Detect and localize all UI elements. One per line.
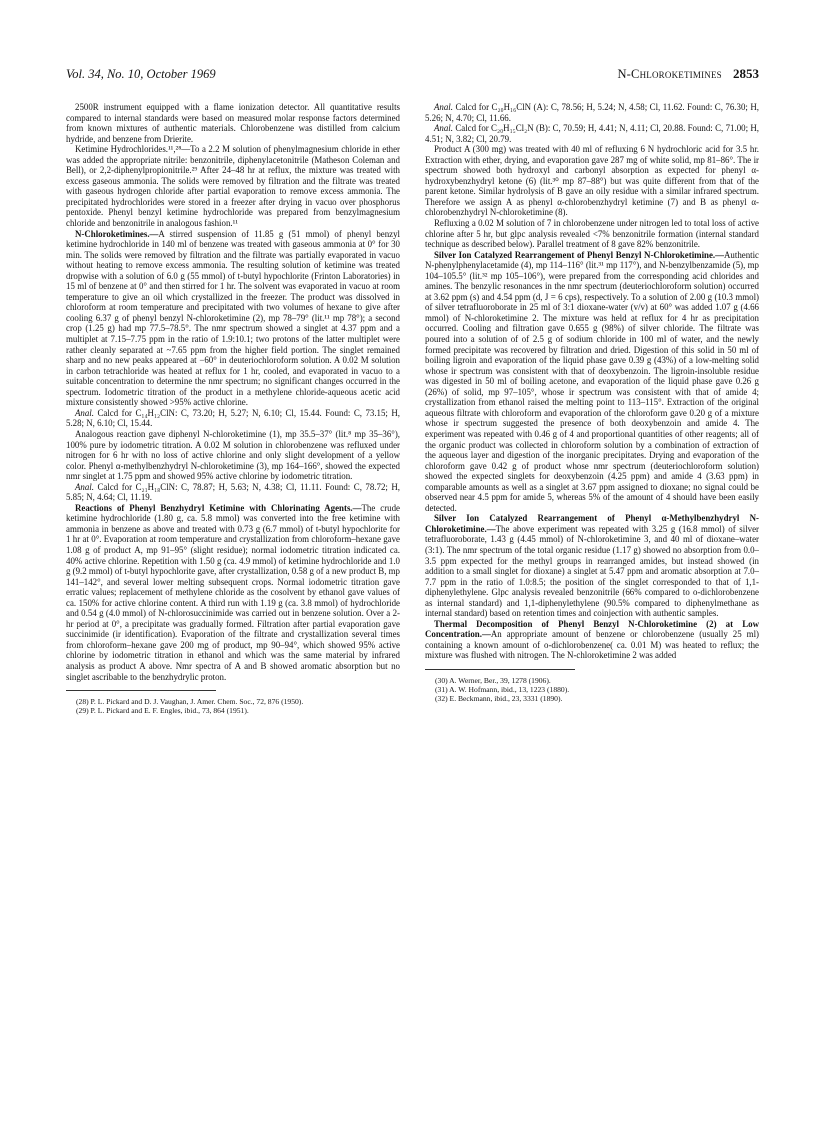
paragraph: Anal. Calcd for C₂₀H₁₅Cl₂N (B): C, 70.59; H, 4.41; N, 4.11; Cl, 20.88. Found: C, 71.00; H, 4.51; N, 3.82; Cl, 20.79. [425,123,759,144]
footnote: (28) P. L. Pickard and D. J. Vaughan, J. Amer. Chem. Soc., 72, 876 (1950). [76,697,304,707]
footnote-rule [66,690,216,695]
section-heading: Silver Ion Catalyzed Rearrangement of Phenyl α-Methylbenzhydryl N-Chloroketimine.— [425,513,759,534]
paragraph: Analogous reaction gave diphenyl N-chloroketimine (1), mp 35.5–37° (lit.⁸ mp 35–36°), 100% pure by iodometric titration. A 0.02 M solution in chlorobenzene was refluxed under nitrogen for 6 hr with no loss of active chlorine and only slight development of a yellow color. Phenyl α-methylbenzhydryl N-chloroketimine (3), mp 164–166°, showed the expected nmr singlet at 1.75 ppm and showed 95% active chlorine by iodometric titration. [66,428,400,482]
footnote-rule [425,669,575,674]
analysis-label: Anal. [434,102,453,112]
running-title: N-Chloroketimines [617,67,722,81]
paragraph: Refluxing a 0.02 M solution of 7 in chlorobenzene under nitrogen led to total loss of active chlorine after 5 hr, but glpc analysis revealed <7% benzonitrile formation (internal standard technique as described below). Parallel treatment of 8 gave 82% benzonitrile. [425,218,759,250]
paragraph: Thermal Decomposition of Phenyl Benzyl N-Chloroketimine (2) at Low Concentration.—An appropriate amount of benzene or chlorobenzene (usually 25 ml) containing a known amount of o-dichlorobenzene( ca. 0.01 M) was heated to reflux; the mixture was flushed with nitrogen. The N-chloroketimine 2 was added [425,618,759,661]
footnote: (31) A. W. Hofmann, ibid., 13, 1223 (1880). [435,685,570,695]
paragraph: Reactions of Phenyl Benzhydryl Ketimine with Chlorinating Agents.—The crude ketimine hydrochloride (1.80 g, ca. 5.8 mmol) was converted into the free ketimine with ammonia in benzene as above and treated with 0.73 g (6.7 mmol) of t-butyl hypochlorite for 1 hr at 0°. Evaporation at room temperature and crystallization from chloroform–hexane gave 1.08 g of product A, mp 91–95° (slight residue); normal iodometric titration indicated ca. 40% active chlorine. Repetition with 1.50 g (ca. 4.9 mmol) of ketimine hydrochloride and 1.0 g (9.2 mmol) of t-butyl hypochlorite gave, after crystallization, 0.58 g of a new product B, mp 141–142°, and several lower melting subsequent crops. Normal iodometric titration gave erratic values; replacement of methylene chloride as the cosolvent by ethanol gave values of ca. 150% for active chlorine content. A third run with 1.19 g (ca. 3.8 mmol) of hydrochloride and 0.54 g (4.0 mmol) of N-chlorosuccinimide was carried out in benzene solution. Over a 2-hr period at 0°, a precipitate was gradually formed. Filtration after partial evaporation gave succinimide (ir identification). Evaporation of the filtrate and crystallization several times from chloroform–hexane gave 200 mg of product, mp 90–94°, which showed 95% active chlorine by iodometric titration in ethanol and which was the same material by infrared analysis as product A above. Nmr spectra of A and B showed aromatic absorption but no singlet ascribable to the benzhydrylic proton. [66,502,400,682]
paragraph: Anal. Calcd for C₂₀H₁₆ClN (A): C, 78.56; H, 5.24; N, 4.58; Cl, 11.62. Found: C, 76.30; H, 5.26; N, 4.70; Cl, 11.66. [425,102,759,123]
section-heading: Reactions of Phenyl Benzhydryl Ketimine with Chlorinating Agents.— [75,502,362,513]
paragraph: Product A (300 mg) was treated with 40 ml of refluxing 6 N hydrochloric acid for 3.5 hr. Extraction with ether, drying, and evaporation gave 287 mg of white solid, mp 81–86°. The ir spectrum showed both hydroxyl and carbonyl absorption as expected for phenyl α-hydroxybenzhydryl ketone (6) (lit.³⁰ mp 87–88°) but was quite different from that of the parent ketone. Similar hydrolysis of B gave an oily residue with a similar infrared spectrum. Therefore we assign A as phenyl α-chlorobenzhydryl ketimine (7) and B as phenyl α-chlorobenzhydryl N-chloroketimine (8). [425,144,759,218]
analysis-label: Anal. [75,481,94,492]
analysis-label: Anal. [75,407,94,418]
section-heading: N-Chloroketimines.— [75,228,159,239]
paragraph: 2500R instrument equipped with a flame ionization detector. All quantitative results compared to internal standards were based on measured molar response factors determined from known mixtures of authentic materials. Chlorobenzene was distilled from calcium hydride, and benzene from Drierite. [66,102,400,144]
paragraph: Silver Ion Catalyzed Rearrangement of Phenyl α-Methylbenzhydryl N-Chloroketimine.—The above experiment was repeated with 3.25 g (16.8 mmol) of silver tetrafluoroborate, 1.43 g (4.45 mmol) of N-chloroketimine 3, and 40 ml of dioxane–water (3:1). The nmr spectrum of the total organic residue (1.17 g) showed no absorption from 0.0–3.5 ppm expected for the methyl groups in rearranged amides, but instead showed (in addition to a small singlet for dioxane) a singlet at 5.47 ppm and aromatic absorption at 7.0–7.7 ppm in the ratio of 1.0:8.5; the position of the singlet corresponded to that of 1,1-diphenylethylene. Glpc analysis revealed benzonitrile (66% compared to o-dichlorobenzene as internal standard) and 1,1-diphenylethylene (90.5% compared to diphenylmethane as internal standard) based on retention times and coinjection with authentic samples. [425,513,759,619]
two-column-body [66,102,759,715]
right-column [425,102,759,715]
left-footnotes [66,697,400,715]
left-paragraphs [66,102,400,682]
left-column [66,102,400,715]
footnote: (32) E. Beckmann, ibid., 23, 3331 (1890). [435,694,563,704]
running-header [66,66,759,82]
paragraph: N-Chloroketimines.—A stirred suspension of 11.85 g (51 mmol) of phenyl benzyl ketimine hydrochloride in 140 ml of benzene was treated with gaseous ammonia at 0° for 30 min. The solids were removed by filtration and the filtrate was partially evaporated in vacuo without heating to remove excess ammonia. The resulting solution of ketimine was treated dropwise with a solution of 6.0 g (55 mmol) of t-butyl hypochlorite (Frinton Laboratories) in 15 ml of benzene at 0° and then stirred for 1 hr. The solvent was evaporated in vacuo at room temperature to give an oil which crystallized in the freezer. The product was dissolved in chloroform at room temperature and precipitated with two volumes of hexane to give after cooling 6.37 g of phenyl benzyl N-chloroketimine (2), mp 78–79° (lit.¹¹ mp 78°); a second crop (1.25 g) had mp 77.5–78.5°. The nmr spectrum showed a singlet at 4.37 ppm and a multiplet at 7.15–7.75 ppm in the ratio of 1.9:10.1; two protons of the latter multiplet were rather cleanly separated at ~7.65 ppm from the higher field portion. The singlet remained sharp and no new peaks appeared at −60° in deuteriochloroform solution. A 0.02 M solution in carbon tetrachloride was heated at reflux for 1 hr, cooled, and evaporated in vacuo to a suitable concentration to determine the nmr spectrum; no significant changes occurred in the spectrum. Iodometric titration of the product in a methylene chloride-aqueous acetic acid mixture consistently showed >95% active chlorine. [66,228,400,408]
paragraph: Ketimine Hydrochlorides.¹¹,²⁸—To a 2.2 M solution of phenylmagnesium chloride in ether was added the appropriate nitrile: benzonitrile, diphenylacetonitrile (Matheson Coleman and Bell), or 2,2-diphenylpropionitrile.²⁹ After 24–48 hr at reflux, the mixture was treated with excess gaseous ammonia. The solids were removed by filtration and the filtrate was treated with gaseous hydrogen chloride after partial evaporation to remove excess ammonia. The precipitated hydrochlorides were stored in a freezer after drying in vacuo over phosphorus pentoxide. Phenyl benzyl ketimine hydrochloride was prepared from benzylmagnesium chloride and benzonitrile in analogous fashion.¹¹ [66,144,400,229]
right-footnotes [425,676,759,704]
right-paragraphs [425,102,759,661]
paragraph: Anal. Calcd for C₂₁H₁₈ClN: C, 78.87; H, 5.63; N, 4.38; Cl, 11.11. Found: C, 78.72; H, 5.85; N, 4.64; Cl, 11.19. [66,481,400,503]
paragraph: Silver Ion Catalyzed Rearrangement of Phenyl Benzyl N-Chloroketimine.—Authentic N-phenylphenylacetamide (4), mp 114–116° (lit.³¹ mp 117°), and N-benzylbenzamide (5), mp 104–105.5° (lit.³² mp 105–106°), were prepared from the corresponding acid chlorides and amines. The benzylic resonances in the nmr spectrum (deuteriochloroform solution) occurred at 3.62 ppm (s) and 4.54 ppm (d, J = 6 cps), respectively. To a solution of 2.00 g (10.3 mmol) of silver tetrafluoroborate in 25 ml of 3:1 dioxane-water (v/v) at 60° was added 1.07 g (4.66 mmol) of N-chloroketimine 2. The mixture was held at reflux for 4 hr as precipitation occurred. Cooling and filtration gave 0.655 g (98%) of silver chloride. The filtrate was poured into a solution of of 2.5 g of sodium chloride in 100 ml of water, and the newly formed precipitate was recovered by filtration and dried. Digestion of this solid in 50 ml of boiling ligroin and evaporation of the liquid phase gave 0.39 g (43%) of a low-melting solid whose ir spectrum was consistent with that of deoxybenzoin. The ligroin-insoluble residue was digested in 50 ml of boiling acetone, and evaporation of the liquid phase gave 0.26 g (26%) of solid, mp 97–105°, whose ir spectrum was consistent with that of amide 4; crystallization from ethanol raised the melting point to 113–115°. Extraction of the original aqueous filtrate with chloroform and evaporation of the chloroform gave 0.20 g of a mixture whose ir spectrum suggested the presence of both deoxybenzoin and amide 4. The experiment was repeated with 0.46 g of 4 and proportional quantities of other reagents; all of the organic product was collected in chloroform solution by a combination of extraction of the aqueous layer and digestion of the inorganic precipitates. Drying and evaporation of the chloroform gave 0.42 g of product whose nmr spectrum (deuteriochloroform solution) showed the expected singlets for deoxybenzoin (4.25 ppm) and amide 4 (3.63 ppm) in comparable amounts as well as a singlet at 3.67 ppm assigned to dioxane; no signal could be observed near 4.5 ppm for amide 5, whereas 5% of the amount of 4 should have been easily detected. [425,249,759,513]
footnote: (29) P. L. Pickard and E. F. Engles, ibid., 73, 864 (1951). [76,706,249,716]
analysis-label: Anal. [434,123,453,134]
footnote: (30) A. Werner, Ber., 39, 1278 (1906). [435,675,551,685]
section-heading: Silver Ion Catalyzed Rearrangement of Phenyl Benzyl N-Chloroketimine.— [434,249,724,260]
section-heading: Thermal Decomposition of Phenyl Benzyl N-Chloroketimine (2) at Low Concentration.— [425,618,759,640]
page-number: 2853 [733,66,759,81]
journal-citation: Vol. 34, No. 10, October 1969 [66,67,216,81]
paragraph: Anal. Calcd for C₁₄H₁₂ClN: C, 73.20; H, 5.27; N, 6.10; Cl, 15.44. Found: C, 73.15; H, 5.28; N, 6.10; Cl, 15.44. [66,407,400,429]
header-right [617,66,759,82]
